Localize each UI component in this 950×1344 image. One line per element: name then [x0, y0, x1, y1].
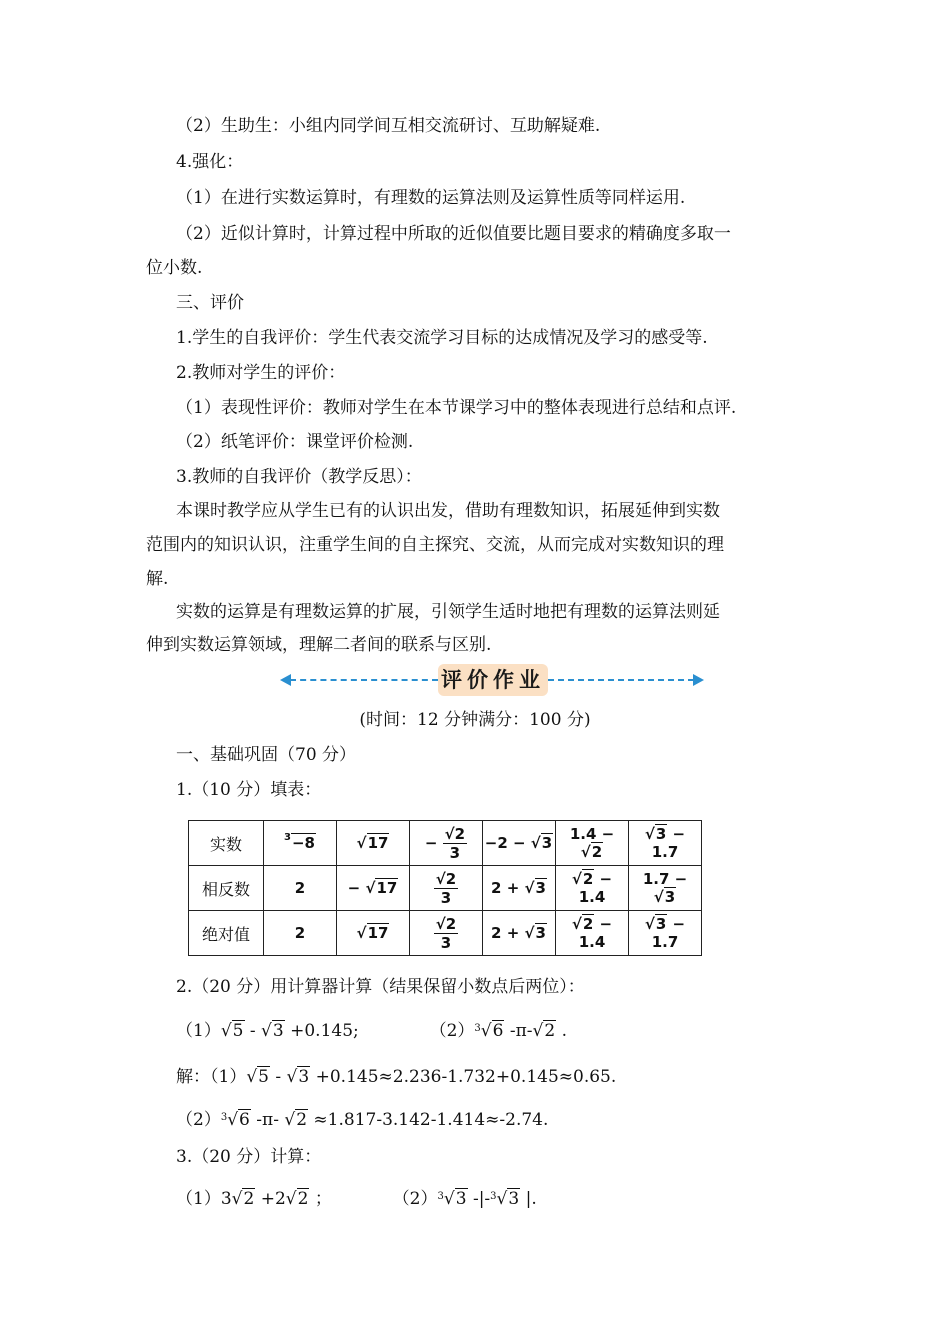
banner-title: 评价作业 [438, 664, 548, 696]
question-title: 2.（20 分）用计算器计算（结果保留小数点后两位）： [176, 977, 585, 997]
table-header-cell: 实数 [189, 821, 264, 866]
solution-line: 解：（1）√5 - √3 +0.145≈2.236-1.732+0.145≈0.65. [176, 1067, 617, 1087]
table-header-cell: 相反数 [189, 866, 264, 911]
paragraph-line: （2）近似计算时，计算过程中所取的近似值要比题目要求的精确度多取一 [176, 224, 731, 244]
table-cell: − √17 [337, 866, 410, 911]
table-cell: 1.4 − √2 [556, 821, 629, 866]
question-title: 1.（10 分）填表： [176, 780, 322, 800]
part-label: （1）3 [176, 1189, 232, 1209]
table-cell: $\frac{√2}{3}$ [410, 911, 483, 956]
paragraph-line: 1.学生的自我评价：学生代表交流学习目标的达成情况及学习的感受等. [176, 328, 708, 348]
table-row [189, 866, 702, 911]
paragraph-line: 本课时教学应从学生已有的认识出发，借助有理数知识，拓展延伸到实数 [176, 501, 720, 521]
paragraph-line: 3.教师的自我评价（教学反思）： [176, 467, 422, 487]
expr-text: -|- [472, 1189, 491, 1209]
table-cell: 2 + √3 [483, 866, 556, 911]
expr-text: |. [525, 1189, 537, 1209]
divider [548, 679, 694, 681]
table-cell: √2 − 1.4 [556, 911, 629, 956]
paragraph-line: 范围内的知识认识，注重学生间的自主探究、交流，从而完成对实数知识的理 [146, 535, 724, 555]
paragraph-line: 伸到实数运算领域，理解二者间的联系与区别. [146, 635, 492, 655]
part-label: （2） [176, 1110, 221, 1130]
table-cell: 1.7 − √3 [629, 866, 702, 911]
table-header-cell: 绝对值 [189, 911, 264, 956]
table-row [189, 911, 702, 956]
solution-label: 解：（1） [176, 1067, 247, 1087]
question-part: （1）3√2 +2√2 ； $(2)^3√3$ -|-$^3$√3 |. [176, 1189, 537, 1209]
divider [290, 679, 438, 681]
solution-line: $(2)^3√6$ -π- √2 ≈1.817-3.142-1.414≈-2.74. [176, 1110, 549, 1130]
paragraph-line: 实数的运算是有理数运算的扩展，引领学生适时地把有理数的运算法则延 [176, 602, 720, 622]
part-label: （2） [429, 1021, 475, 1041]
paragraph-line: （2）生助生：小组内同学间互相交流研讨、互助解疑难. [176, 116, 601, 136]
expr-text: -π- [509, 1021, 533, 1041]
paragraph-line: （1）表现性评价：教师对学生在本节课学习中的整体表现进行总结和点评. [176, 398, 737, 418]
question-title: 3.（20 分）计算： [176, 1147, 322, 1167]
part-label: （2） [392, 1189, 438, 1209]
time-note: (时间：12 分钟满分：100 分) [359, 710, 591, 730]
paragraph-line: 解. [146, 569, 169, 589]
table-cell: 2 [264, 866, 337, 911]
table-row [189, 821, 702, 866]
paragraph-line: 位小数. [146, 258, 203, 278]
expr-text: +2 [260, 1189, 286, 1209]
table-cell: √3 − 1.7 [629, 911, 702, 956]
table-cell: 2 [264, 911, 337, 956]
section-banner [280, 662, 704, 698]
part-label: （1） [176, 1021, 221, 1041]
table-cell: √3 − 1.7 [629, 821, 702, 866]
table-cell: √17 [337, 821, 410, 866]
paragraph-line: （2）纸笔评价：课堂评价检测. [176, 432, 414, 452]
table-cell: $^3$−8 [264, 821, 337, 866]
table-cell: $\frac{√2}{3}$ [410, 866, 483, 911]
table-cell: √2 − 1.4 [556, 866, 629, 911]
paragraph-line: 2.教师对学生的评价： [176, 363, 346, 383]
section-heading: 一、基础巩固（70 分） [176, 745, 357, 765]
expr-text: ； [314, 1189, 332, 1209]
table-cell: −2 − √3 [483, 821, 556, 866]
paragraph-line: 4.强化： [176, 152, 244, 172]
paragraph-line: （1）在进行实数运算时，有理数的运算法则及运算性质等同样运用. [176, 188, 686, 208]
section-heading: 三、评价 [176, 293, 244, 313]
question-part: （1）√5 - √3 +0.145; $(2)^3√6$ -π-√2 . [176, 1021, 568, 1041]
arrow-right-icon [693, 674, 704, 686]
table-cell: 2 + √3 [483, 911, 556, 956]
table-cell: − $\frac{√2}{3}$ [410, 821, 483, 866]
expr-text: +0.145; [290, 1021, 359, 1041]
table-cell: √17 [337, 911, 410, 956]
fill-table [188, 820, 702, 956]
expr-text: ≈1.817-3.142-1.414≈-2.74. [313, 1110, 549, 1130]
expr-text: +0.145≈2.236-1.732+0.145≈0.65. [315, 1067, 617, 1087]
